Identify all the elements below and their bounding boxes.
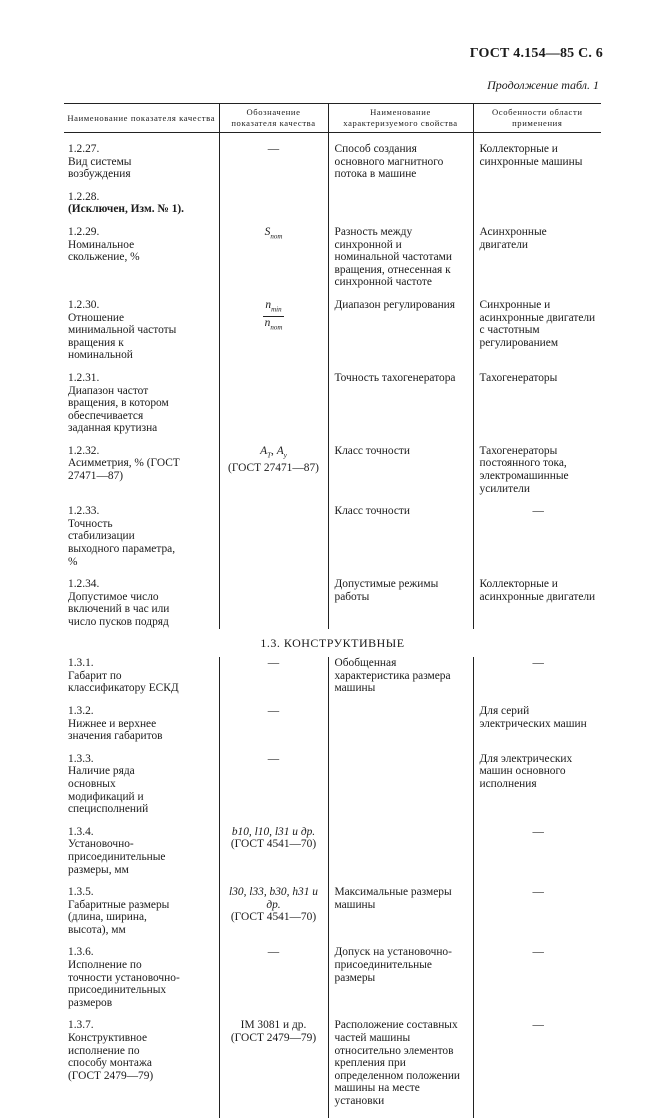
table-row [64,372,601,435]
property-text: Обобщенная характеристика размера машины [328,657,473,695]
indicator-name: Наличие ряда основных модификаций и специсполнений [68,765,149,816]
quality-indicators-table [64,103,601,1118]
row-number: 1.3.4. [68,825,94,838]
dash: — [267,704,280,717]
row-number: 1.2.28. [68,190,100,203]
property-text: Класс точности [328,445,473,495]
row-number: 1.3.6. [68,946,94,959]
row-number: 1.2.27. [68,143,100,155]
dash: — [267,657,280,670]
dash: — [267,143,280,155]
symbol-main: S [264,225,271,238]
dash: — [532,825,544,838]
row-number: 1.2.34. [68,578,100,591]
row-number: 1.2.32. [68,444,100,457]
property-text: Допустимые режимы работы [328,578,473,628]
table-row [64,946,601,1009]
symbol-a: A [260,444,268,457]
property-text: Разность между синхронной и номинальной частотами вращения, отнесенная к синхронной частоте [328,226,473,289]
dash: — [532,657,544,670]
scope-text: Коллекторные и синхронные машины [473,143,601,181]
dash: — [532,886,544,899]
row-number: 1.3.2. [68,704,94,717]
row-number: 1.2.31. [68,371,100,384]
dash: — [532,505,544,518]
indicator-name: Точность стабилизации выходного параметра, % [68,517,176,568]
indicator-name: Габарит по классификатору ЕСКД [68,669,179,695]
symbol-sub: nom [270,232,283,241]
row-number: 1.2.30. [68,298,100,311]
property-text: Точность тахогенератора [328,372,473,435]
table-row [64,886,601,936]
symbol-text: l30, l33, b30, h31 и др. [229,886,318,911]
indicator-name: Вид системы возбуждения [68,155,132,181]
table-row [64,143,601,181]
indicator-name: Исполнение по точности установочно-присоединительных размеров [68,959,180,1009]
symbol-reference: (ГОСТ 4541—70) [230,838,317,851]
property-text: Расположение составных частей машины относительно элементов крепления при определенном положении машины на месте установки [328,1019,473,1107]
page-header: ГОСТ 4.154—85 С. 6 [469,46,603,61]
section-title: 1.3. КОНСТРУКТИВНЫЕ [260,635,405,650]
symbol-text: IM 3081 и др. [240,1019,307,1032]
table-row [64,578,601,628]
frac-denominator: n [264,316,271,329]
col-header-name: Наименование показателя качества [64,104,219,133]
indicator-name: Конструктивное исполнение по способу монтажа (ГОСТ 2479—79) [68,1032,154,1082]
indicator-name: Габаритные размеры (длина, ширина, высота), мм [68,898,170,936]
table-row [64,505,601,568]
frac-numerator-sub: min [271,305,282,314]
dash: — [532,946,544,959]
indicator-name: Номинальное скольжение, % [68,238,140,264]
property-text: Допуск на установочно-присоединительные размеры [328,946,473,1009]
frac-denominator-sub: nom [270,323,283,332]
indicator-name: (Исключен, Изм. № 1). [68,203,185,216]
row-number: 1.3.5. [68,886,94,899]
table-header-row [64,104,601,133]
table-row [64,226,601,289]
row-number: 1.3.7. [68,1019,94,1032]
scope-text: Коллекторные и асинхронные двигатели [473,578,601,628]
scope-text: Асинхронные двигатели [473,226,601,289]
table-row [64,299,601,362]
dash: — [532,1019,544,1032]
symbol-b-sub: y [283,451,287,460]
symbol-reference: (ГОСТ 27471—87) [228,461,319,474]
ratio-symbol [263,299,285,334]
scope-text: Тахогенераторы [473,372,601,435]
indicator-name: Установочно-присоединительные размеры, мм [68,838,166,876]
table-row [64,1019,601,1107]
dash: — [267,752,280,765]
col-header-symbol: Обозначение показателя качества [219,104,328,133]
table-row [64,191,601,216]
dash: — [267,946,280,959]
col-header-property: Наименование характеризуемого свойства [328,104,473,133]
property-text: Диапазон регулирования [328,299,473,362]
property-text: Способ создания основного магнитного потока в машине [328,143,473,181]
table-row [64,826,601,876]
symbol-b: A [276,444,284,457]
indicator-name: Диапазон частот вращения, в котором обеспечивается заданная крутизна [68,384,169,435]
symbol-a-sub: T [267,451,272,460]
row-number: 1.2.29. [68,225,100,238]
scope-text: Для серий электрических машин [473,705,601,743]
row-number: 1.3.3. [68,752,94,765]
property-text: Максимальные размеры машины [328,886,473,936]
indicator-name: Нижнее и верхнее значения габаритов [68,717,163,743]
scope-text: Для электрических машин основного исполнения [473,753,601,816]
col-header-scope: Особенности области применения [473,104,601,133]
section-row [64,629,601,658]
indicator-name: Допустимое число включений в час или число пусков подряд [68,590,170,628]
indicator-name: Асимметрия, % (ГОСТ 27471—87) [68,457,180,483]
table-continuation-note: Продолжение табл. 1 [487,78,599,92]
scope-text: Синхронные и асинхронные двигатели с частотным регулированием [473,299,601,362]
row-number: 1.3.1. [68,657,94,670]
scope-text: Тахогенераторы постоянного тока, электромашинные усилители [473,445,601,495]
symbol-text: b10, l10, l31 и др. [231,825,316,838]
table-row [64,657,601,695]
row-number: 1.2.33. [68,505,100,518]
frac-numerator: n [265,298,272,311]
table-row: 1.2.32.Асимметрия, % (ГОСТ 27471—87) $A_T$, $A_y$ (ГОСТ 27471—87) Класс точности Тахогенераторы постоянного тока, электромашинные усилители [64,445,601,495]
symbol-reference: (ГОСТ 2479—79) [230,1032,317,1045]
indicator-name: Отношение минимальной частоты вращения к номинальной [68,311,177,362]
property-text: Класс точности [328,505,473,568]
table-row [64,753,601,816]
symbol-reference: (ГОСТ 4541—70) [230,911,317,924]
table-row [64,705,601,743]
